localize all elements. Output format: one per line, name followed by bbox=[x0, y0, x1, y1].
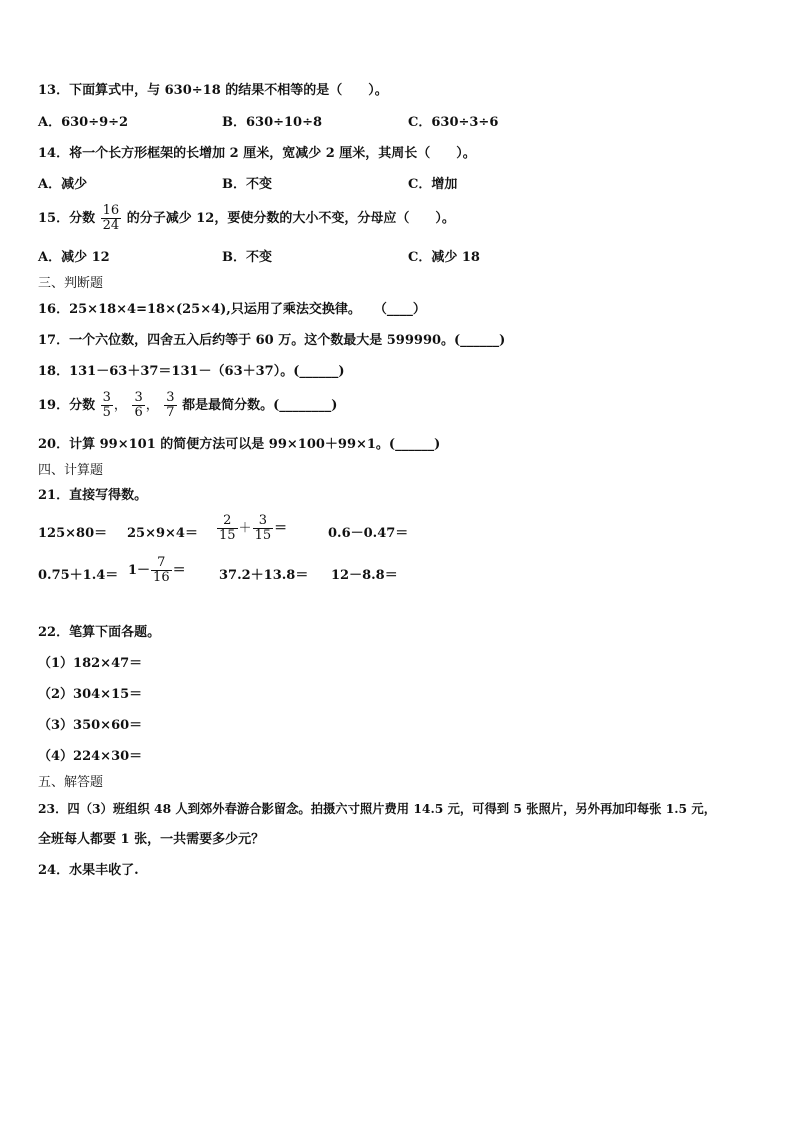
q15-stem bbox=[38, 204, 455, 233]
q19-sep-1: ， bbox=[113, 398, 127, 413]
q21-expr-8: 12－8.8＝ bbox=[331, 568, 398, 583]
q21-e6-prefix: 1－ bbox=[128, 563, 151, 578]
q21-e3-den-1: 15 bbox=[219, 528, 236, 543]
q22-item-3: （3）350×60＝ bbox=[38, 718, 143, 733]
q17: 17．一个六位数，四舍五入后约等于 60 万。这个数最大是 599990。(______) bbox=[38, 333, 506, 348]
q14-stem: 14．将一个长方形框架的长增加 2 厘米，宽减少 2 厘米，其周长（ ）。 bbox=[38, 146, 476, 161]
q21-expr-1: 125×80＝ bbox=[38, 526, 108, 541]
q21-e6-num: 7 bbox=[151, 556, 172, 571]
q21-e3-num-1: 2 bbox=[217, 514, 238, 529]
q19-f3-den: 7 bbox=[166, 405, 175, 420]
q16: 16．25×18×4=18×(25×4),只运用了乘法交换律。 （____） bbox=[38, 302, 426, 317]
q15-suffix: 的分子减少 12，要使分数的大小不变，分母应（ ）。 bbox=[126, 211, 455, 226]
q15-prefix: 15．分数 bbox=[38, 211, 96, 226]
q22-stem: 22．笔算下面各题。 bbox=[38, 625, 161, 640]
q14-option-a: A．减少 bbox=[38, 177, 88, 192]
q21-expr-4: 0.6－0.47＝ bbox=[328, 526, 409, 541]
q14-option-b: B．不变 bbox=[222, 177, 272, 192]
q21-e6-eq: ＝ bbox=[172, 563, 186, 578]
q15-fraction bbox=[101, 204, 122, 233]
q21-expr-7: 37.2＋13.8＝ bbox=[219, 568, 309, 583]
q21-e3-frac-2 bbox=[253, 514, 274, 543]
q24: 24．水果丰收了. bbox=[38, 863, 139, 878]
q15-frac-num: 16 bbox=[102, 203, 120, 218]
q21-e3-frac-1 bbox=[217, 514, 238, 543]
q19-f1-den: 5 bbox=[102, 405, 111, 420]
q21-e3-num-2: 3 bbox=[253, 514, 274, 529]
q13-option-b: B．630÷10÷8 bbox=[222, 115, 323, 130]
q13-stem: 13．下面算式中，与 630÷18 的结果不相等的是（ ）。 bbox=[38, 83, 388, 98]
section-3-heading: 三、判断题 bbox=[38, 276, 104, 291]
q20: 20．计算 99×101 的简便方法可以是 99×100＋99×1。(______) bbox=[38, 437, 441, 452]
q21-expr-2: 25×9×4＝ bbox=[127, 526, 198, 541]
q19-f3-num: 3 bbox=[166, 390, 175, 405]
q13-option-a: A．630÷9÷2 bbox=[38, 115, 129, 130]
q15-option-a: A．减少 12 bbox=[38, 250, 110, 265]
q21-expr-5: 0.75＋1.4＝ bbox=[38, 568, 119, 583]
q15-option-b: B．不变 bbox=[222, 250, 272, 265]
q23-line-1: 23．四（3）班组织 48 人到郊外春游合影留念。拍摄六寸照片费用 14.5 元，可得到 5 张照片，另外再加印每张 1.5 元， bbox=[38, 801, 716, 816]
q21-e6-frac bbox=[151, 556, 172, 585]
q19 bbox=[38, 391, 337, 420]
q19-prefix: 19．分数 bbox=[38, 398, 96, 413]
q19-fraction-3 bbox=[164, 391, 176, 420]
q18: 18．131－63＋37＝131－（63＋37）。(______) bbox=[38, 364, 345, 379]
q21-stem: 21．直接写得数。 bbox=[38, 488, 148, 503]
q15-option-c: C．减少 18 bbox=[408, 250, 480, 265]
q13-option-c: C．630÷3÷6 bbox=[408, 115, 499, 130]
q19-suffix: 都是最简分数。(________) bbox=[182, 398, 338, 413]
q15-frac-den: 24 bbox=[102, 218, 120, 233]
q21-e3-op: ＋ bbox=[238, 521, 252, 536]
q22-item-2: （2）304×15＝ bbox=[38, 687, 143, 702]
q19-f2-num: 3 bbox=[134, 390, 143, 405]
q21-expr-6 bbox=[128, 556, 186, 585]
q19-fraction-1 bbox=[101, 391, 113, 420]
section-5-heading: 五、解答题 bbox=[38, 775, 104, 790]
section-4-heading: 四、计算题 bbox=[38, 463, 104, 478]
q22-item-1: （1）182×47＝ bbox=[38, 656, 143, 671]
q21-e3-eq: ＝ bbox=[274, 521, 288, 536]
q23-line-2: 全班每人都要 1 张，一共需要多少元？ bbox=[38, 832, 265, 847]
q14-option-c: C．增加 bbox=[408, 177, 458, 192]
q22-item-4: （4）224×30＝ bbox=[38, 749, 143, 764]
q19-f1-num: 3 bbox=[102, 390, 111, 405]
q21-e3-den-2: 15 bbox=[254, 528, 272, 543]
q19-fraction-2 bbox=[132, 391, 144, 420]
q21-expr-3 bbox=[216, 514, 287, 543]
q21-e6-den: 16 bbox=[153, 570, 170, 585]
q19-sep-2: ， bbox=[145, 398, 159, 413]
q19-f2-den: 6 bbox=[134, 405, 143, 420]
